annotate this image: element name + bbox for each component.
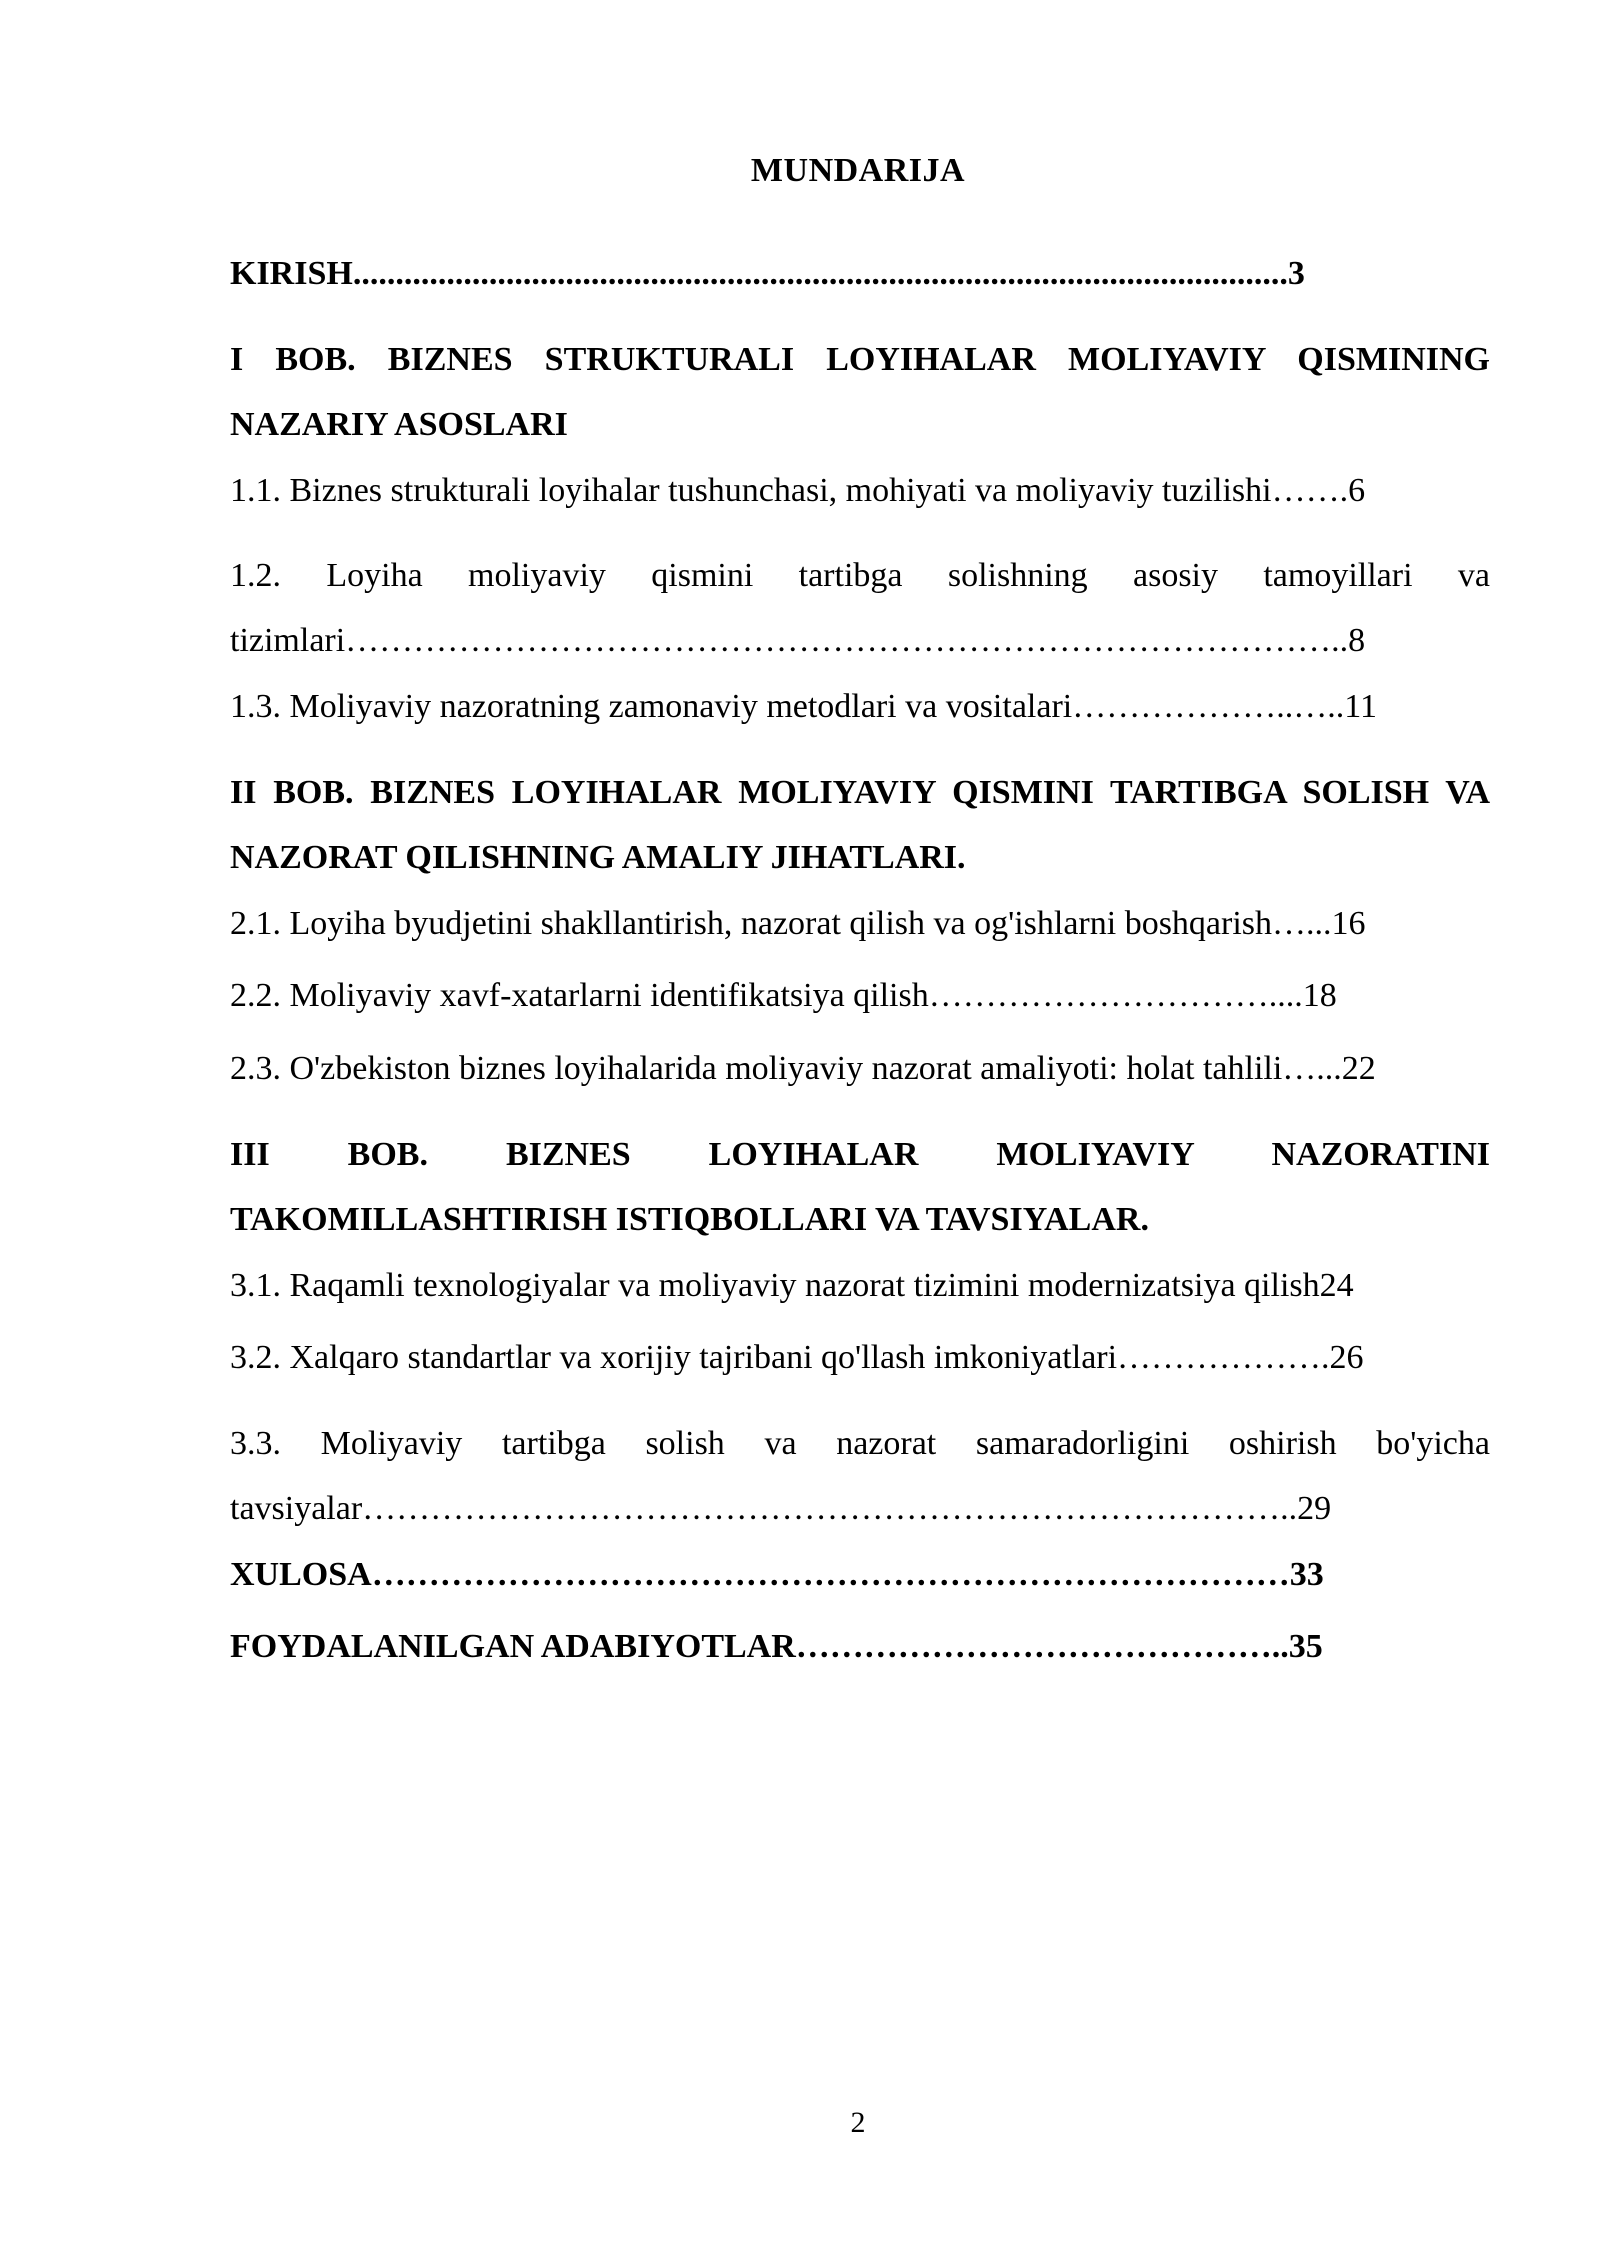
toc-entry-3-3: 3.3. Moliyaviy tartibga solish va nazorat samaradorligini oshirish bo'yicha tavsiyalar………………………………………………………………………..29 xyxy=(230,1424,1490,1527)
toc-chapter-3-heading: III BOB. BIZNES LOYIHALAR MOLIYAVIY NAZORATINI TAKOMILLASHTIRISH ISTIQBOLLARI VA TAVSIYALAR. xyxy=(230,1135,1490,1238)
toc-chapter-2-heading: II BOB. BIZNES LOYIHALAR MOLIYAVIY QISMINI TARTIBGA SOLISH VA NAZORAT QILISHNING AMALIY JIHATLARI. xyxy=(230,773,1490,876)
toc-entry-2-2: 2.2. Moliyaviy xavf-xatarlarni identifikatsiya qilish…………………………....18 xyxy=(230,977,1337,1015)
toc-entry-3-2: 3.2. Xalqaro standartlar va xorijiy tajribani qo'llash imkoniyatlari……………….26 xyxy=(230,1339,1364,1377)
toc-entry-1-1: 1.1. Biznes strukturali loyihalar tushunchasi, mohiyati va moliyaviy tuzilishi…….6 xyxy=(230,471,1366,509)
toc-entry-2-1: 2.1. Loyiha byudjetini shakllantirish, nazorat qilish va og'ishlarni boshqarish…...16 xyxy=(230,904,1366,942)
toc-entry-2-3: 2.3. O'zbekiston biznes loyihalarida moliyaviy nazorat amaliyoti: holat tahlili…...22 xyxy=(230,1049,1376,1087)
toc-entry-references: FOYDALANILGAN ADABIYOTLAR……………………………………..35 xyxy=(230,1628,1323,1666)
toc-chapter-1-heading: I BOB. BIZNES STRUKTURALI LOYIHALAR MOLIYAVIY QISMINING NAZARIY ASOSLARI xyxy=(230,340,1490,443)
toc-entry-1-3: 1.3. Moliyaviy nazoratning zamonaviy metodlari va vositalari………………..…..11 xyxy=(230,688,1377,726)
toc-entry-1-2: 1.2. Loyiha moliyaviy qismini tartibga solishning asosiy tamoyillari va tizimlari……………………………………………………………………………..8 xyxy=(230,557,1490,660)
page-number: 2 xyxy=(850,2106,866,2139)
toc-entry-3-1: 3.1. Raqamli texnologiyalar va moliyaviy nazorat tizimini modernizatsiya qilish24 xyxy=(230,1266,1354,1304)
page-title: MUNDARIJA xyxy=(750,152,966,189)
table-of-contents xyxy=(230,248,1490,1694)
toc-entry-introduction: KIRISH..............................................................................................................3 xyxy=(230,255,1305,292)
toc-entry-conclusion: XULOSA………………………………………………………………………33 xyxy=(230,1555,1324,1593)
